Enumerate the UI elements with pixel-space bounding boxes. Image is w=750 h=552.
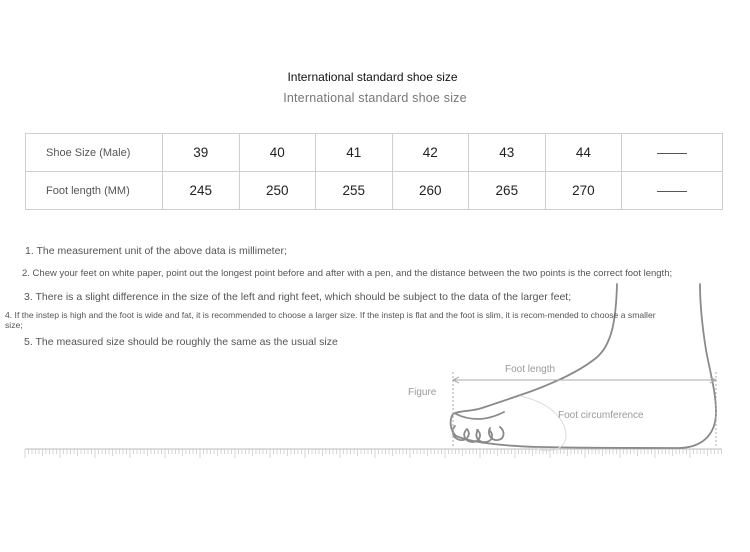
circumference-loop bbox=[520, 396, 566, 451]
note-3: 3. There is a slight difference in the size of the left and right feet, which should be subject to the data of the larger feet; bbox=[24, 291, 572, 303]
foot-circumference-label: Foot circumference bbox=[558, 410, 644, 421]
table-cell: 245 bbox=[163, 172, 240, 210]
table-cell: 265 bbox=[469, 172, 546, 210]
table-cell: 43 bbox=[469, 134, 546, 172]
page-title: International standard shoe size bbox=[287, 70, 458, 84]
table-cell: 255 bbox=[316, 172, 393, 210]
foot-length-label: Foot length bbox=[505, 364, 556, 375]
table-cell: 250 bbox=[239, 172, 316, 210]
table-cell: 260 bbox=[392, 172, 469, 210]
foot-outline-icon bbox=[451, 284, 716, 448]
table-cell: 41 bbox=[316, 134, 393, 172]
note-4: 4. If the instep is high and the foot is wide and fat, it is recommended to choose a larger size. If the instep is flat and the foot is slim, it is recom-mended to choose a smaller size; bbox=[5, 310, 656, 330]
table-cell: 39 bbox=[163, 134, 240, 172]
row-header-shoe-size: Shoe Size (Male) bbox=[26, 134, 163, 172]
note-1: 1. The measurement unit of the above data is millimeter; bbox=[25, 245, 287, 257]
table-cell: 44 bbox=[545, 134, 622, 172]
figure-label: Figure bbox=[408, 387, 437, 398]
ruler bbox=[25, 449, 722, 458]
table-cell: 270 bbox=[545, 172, 622, 210]
table-cell: 42 bbox=[392, 134, 469, 172]
note-2: 2. Chew your feet on white paper, point out the longest point before and after with a pen, and the distance between the two points is the correct foot length; bbox=[22, 268, 673, 279]
table-cell: 40 bbox=[239, 134, 316, 172]
page-subtitle: International standard shoe size bbox=[283, 91, 467, 105]
note-5: 5. The measured size should be roughly the same as the usual size bbox=[24, 336, 338, 348]
row-header-foot-length: Foot length (MM) bbox=[26, 172, 163, 210]
